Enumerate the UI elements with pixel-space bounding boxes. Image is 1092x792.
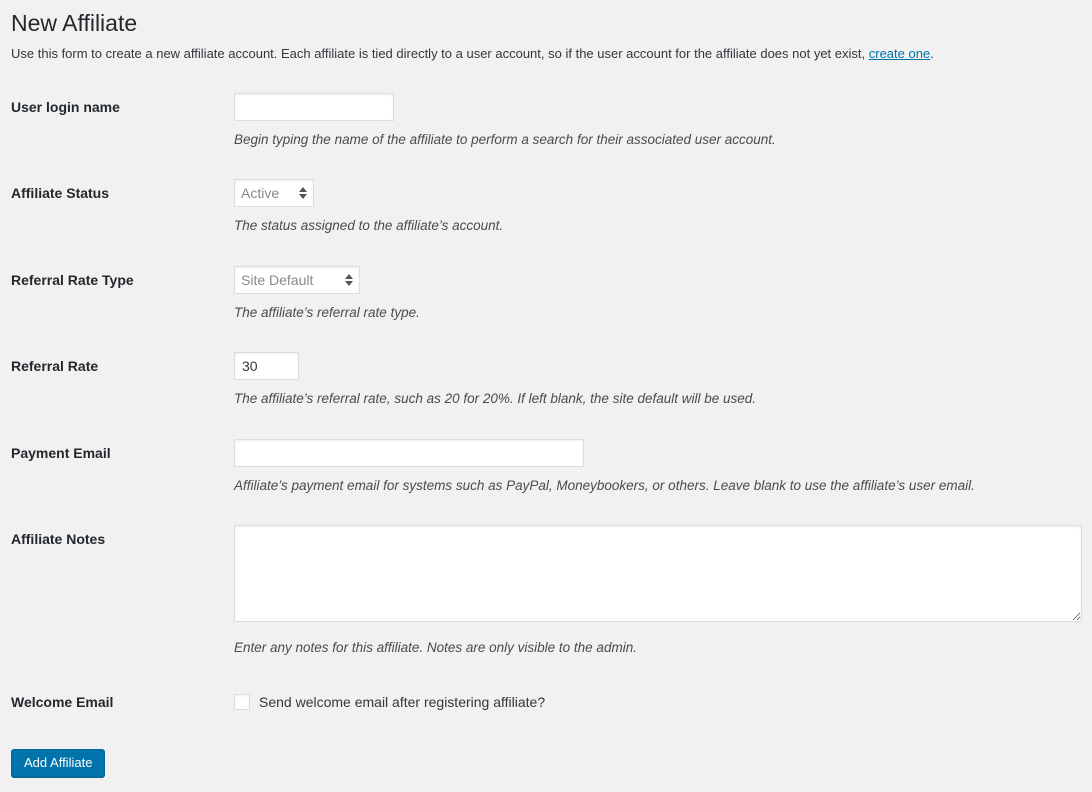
affiliate-status-select-wrap	[234, 179, 314, 207]
page-intro	[0, 44, 1092, 64]
referral-rate-type-select[interactable]	[234, 266, 360, 294]
affiliate-notes-description: Enter any notes for this affiliate. Notes are only visible to the admin.	[234, 640, 637, 656]
affiliate-status-description: The status assigned to the affiliate’s account.	[234, 218, 504, 234]
referral-rate-input[interactable]	[234, 352, 299, 380]
submit-area	[0, 731, 1092, 777]
intro-text-before: Use this form to create a new affiliate account. Each affiliate is tied directly to a user account, so if the user account for the affiliate does not yet exist,	[11, 46, 869, 61]
payment-email-description: Affiliate’s payment email for systems such as PayPal, Moneybookers, or others. Leave blank to use the affiliate’s user email.	[234, 477, 975, 493]
add-affiliate-button[interactable]: Add Affiliate	[11, 749, 105, 777]
affiliate-status-select[interactable]	[234, 179, 314, 207]
referral-rate-type-description: The affiliate’s referral rate type.	[234, 304, 420, 320]
referral-rate-type-select-wrap	[234, 266, 360, 294]
form-row-referral-rate-type	[0, 251, 1092, 338]
affiliate-status-label: Affiliate Status	[11, 185, 110, 202]
welcome-email-label: Welcome Email	[11, 693, 114, 710]
referral-rate-label: Referral Rate	[11, 358, 99, 375]
user-login-description: Begin typing the name of the affiliate to perform a search for their associated user account.	[234, 131, 776, 147]
affiliate-notes-textarea[interactable]	[234, 525, 1082, 622]
payment-email-input[interactable]	[234, 439, 584, 467]
form-row-referral-rate	[0, 337, 1092, 424]
welcome-email-checkbox-label: Send welcome email after registering affiliate?	[259, 693, 546, 710]
payment-email-label: Payment Email	[11, 444, 111, 461]
new-affiliate-form	[0, 78, 1092, 731]
intro-text-after: .	[930, 46, 934, 61]
user-login-input[interactable]	[234, 93, 394, 121]
page-title: New Affiliate	[11, 10, 138, 36]
form-row-user-login	[0, 78, 1092, 165]
form-row-affiliate-notes	[0, 510, 1092, 672]
welcome-email-checkbox-row	[234, 688, 1082, 711]
affiliate-notes-label: Affiliate Notes	[11, 531, 106, 548]
referral-rate-type-label: Referral Rate Type	[11, 271, 134, 288]
form-row-welcome-email	[0, 673, 1092, 731]
form-row-payment-email	[0, 424, 1092, 511]
form-row-affiliate-status	[0, 164, 1092, 251]
create-one-link[interactable]: create one	[868, 46, 931, 61]
referral-rate-description: The affiliate’s referral rate, such as 20 for 20%. If left blank, the site default will be used.	[234, 391, 757, 407]
welcome-email-checkbox[interactable]	[234, 694, 250, 710]
user-login-label: User login name	[11, 98, 120, 115]
